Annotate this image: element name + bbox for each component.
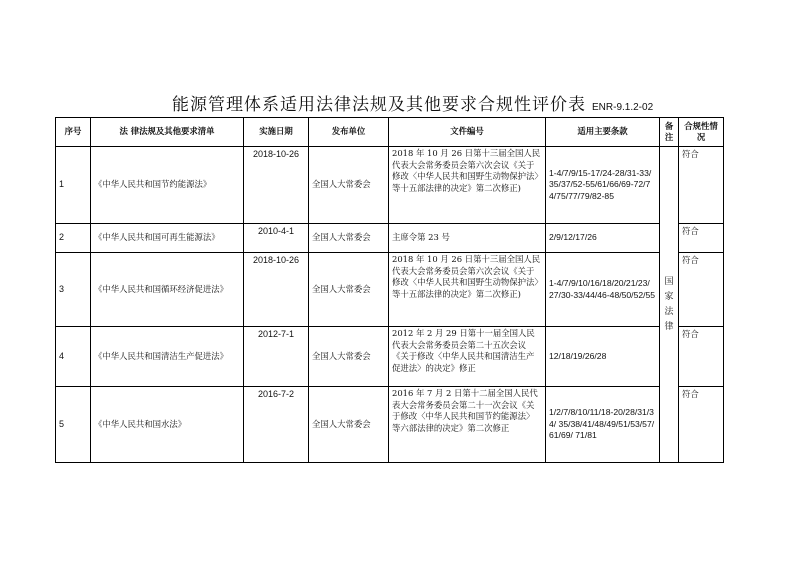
row-clauses: 12/18/19/26/28	[546, 327, 660, 387]
row-issuer: 全国人大常委会	[309, 147, 389, 224]
header-doc: 文件编号	[389, 118, 546, 147]
header-date: 实施日期	[244, 118, 309, 147]
row-doc: 2012 年 2 月 29 日第十一届全国人民代表大会常务委员会第二十五次会议《关于修改〈中华人民共和国清洁生产促进法〉的决定》修正	[389, 327, 546, 387]
table-row	[56, 387, 724, 463]
form-code: ENR-9.1.2-02	[592, 102, 654, 113]
regulation-table	[55, 117, 724, 463]
table-row	[56, 147, 724, 224]
note-char: 国	[664, 276, 674, 287]
row-issuer: 全国人大常委会	[309, 253, 389, 327]
header-note: 备注	[660, 118, 679, 147]
header-clauses: 适用主要条款	[546, 118, 660, 147]
note-char: 法	[664, 306, 674, 317]
header-issuer: 发布单位	[309, 118, 389, 147]
row-name: 《中华人民共和国循环经济促进法》	[91, 253, 244, 327]
row-eval: 符合	[679, 327, 724, 387]
row-clauses: 1-4/7/9/15-17/24-28/31-33/35/37/52-55/61/66/69-72/74/75/77/79/82-85	[546, 147, 660, 224]
row-clauses: 1/2/7/8/10/11/18-20/28/31/34/ 35/38/41/48/49/51/53/57/61/69/ 71/81	[546, 387, 660, 463]
row-doc: 2018 年 10 月 26 日第十三届全国人民代表大会常务委员会第六次会议《关于修改〈中华人民共和国野生动物保护法〉等十五部法律的决定》第二次修正)	[389, 253, 546, 327]
row-doc: 主席令第 23 号	[389, 224, 546, 253]
table-row	[56, 253, 724, 327]
note-char: 律	[664, 321, 674, 332]
row-issuer: 全国人大常委会	[309, 327, 389, 387]
page-title: 能源管理体系适用法律法规及其他要求合规性评价表	[172, 95, 586, 115]
row-name: 《中华人民共和国水法》	[91, 387, 244, 463]
row-eval: 符合	[679, 147, 724, 224]
note-merged-cell	[660, 147, 679, 463]
row-seq: 2	[56, 224, 91, 253]
row-name: 《中华人民共和国清洁生产促进法》	[91, 327, 244, 387]
row-clauses: 2/9/12/17/26	[546, 224, 660, 253]
row-eval: 符合	[679, 387, 724, 463]
row-date: 2018-10-26	[244, 253, 309, 327]
document-title	[172, 90, 653, 115]
table-header-row	[56, 118, 724, 147]
row-seq: 1	[56, 147, 91, 224]
row-seq: 5	[56, 387, 91, 463]
row-eval: 符合	[679, 224, 724, 253]
note-char: 家	[664, 291, 674, 302]
row-doc: 2018 年 10 月 26 日第十三届全国人民代表大会常务委员会第六次会议《关于修改〈中华人民共和国野生动物保护法〉等十五部法律的决定》第二次修正)	[389, 147, 546, 224]
row-issuer: 全国人大常委会	[309, 387, 389, 463]
header-seq: 序号	[56, 118, 91, 147]
row-date: 2010-4-1	[244, 224, 309, 253]
row-seq: 3	[56, 253, 91, 327]
row-doc: 2016 年 7 月 2 日第十二届全国人民代表大会常务委员会第二十一次会议《关于修改〈中华人民共和国节约能源法〉等六部法律的决定》第二次修正	[389, 387, 546, 463]
row-name: 《中华人民共和国可再生能源法》	[91, 224, 244, 253]
row-date: 2016-7-2	[244, 387, 309, 463]
row-clauses: 1-4/7/9/10/16/18/20/21/23/ 27/30-33/44/46-48/50/52/55	[546, 253, 660, 327]
row-issuer: 全国人大常委会	[309, 224, 389, 253]
table-row	[56, 224, 724, 253]
header-name: 法 律法规及其他要求清单	[91, 118, 244, 147]
row-name: 《中华人民共和国节约能源法》	[91, 147, 244, 224]
table-row	[56, 327, 724, 387]
header-eval: 合规性情况	[679, 118, 724, 147]
row-eval: 符合	[679, 253, 724, 327]
row-seq: 4	[56, 327, 91, 387]
row-date: 2012-7-1	[244, 327, 309, 387]
row-date: 2018-10-26	[244, 147, 309, 224]
